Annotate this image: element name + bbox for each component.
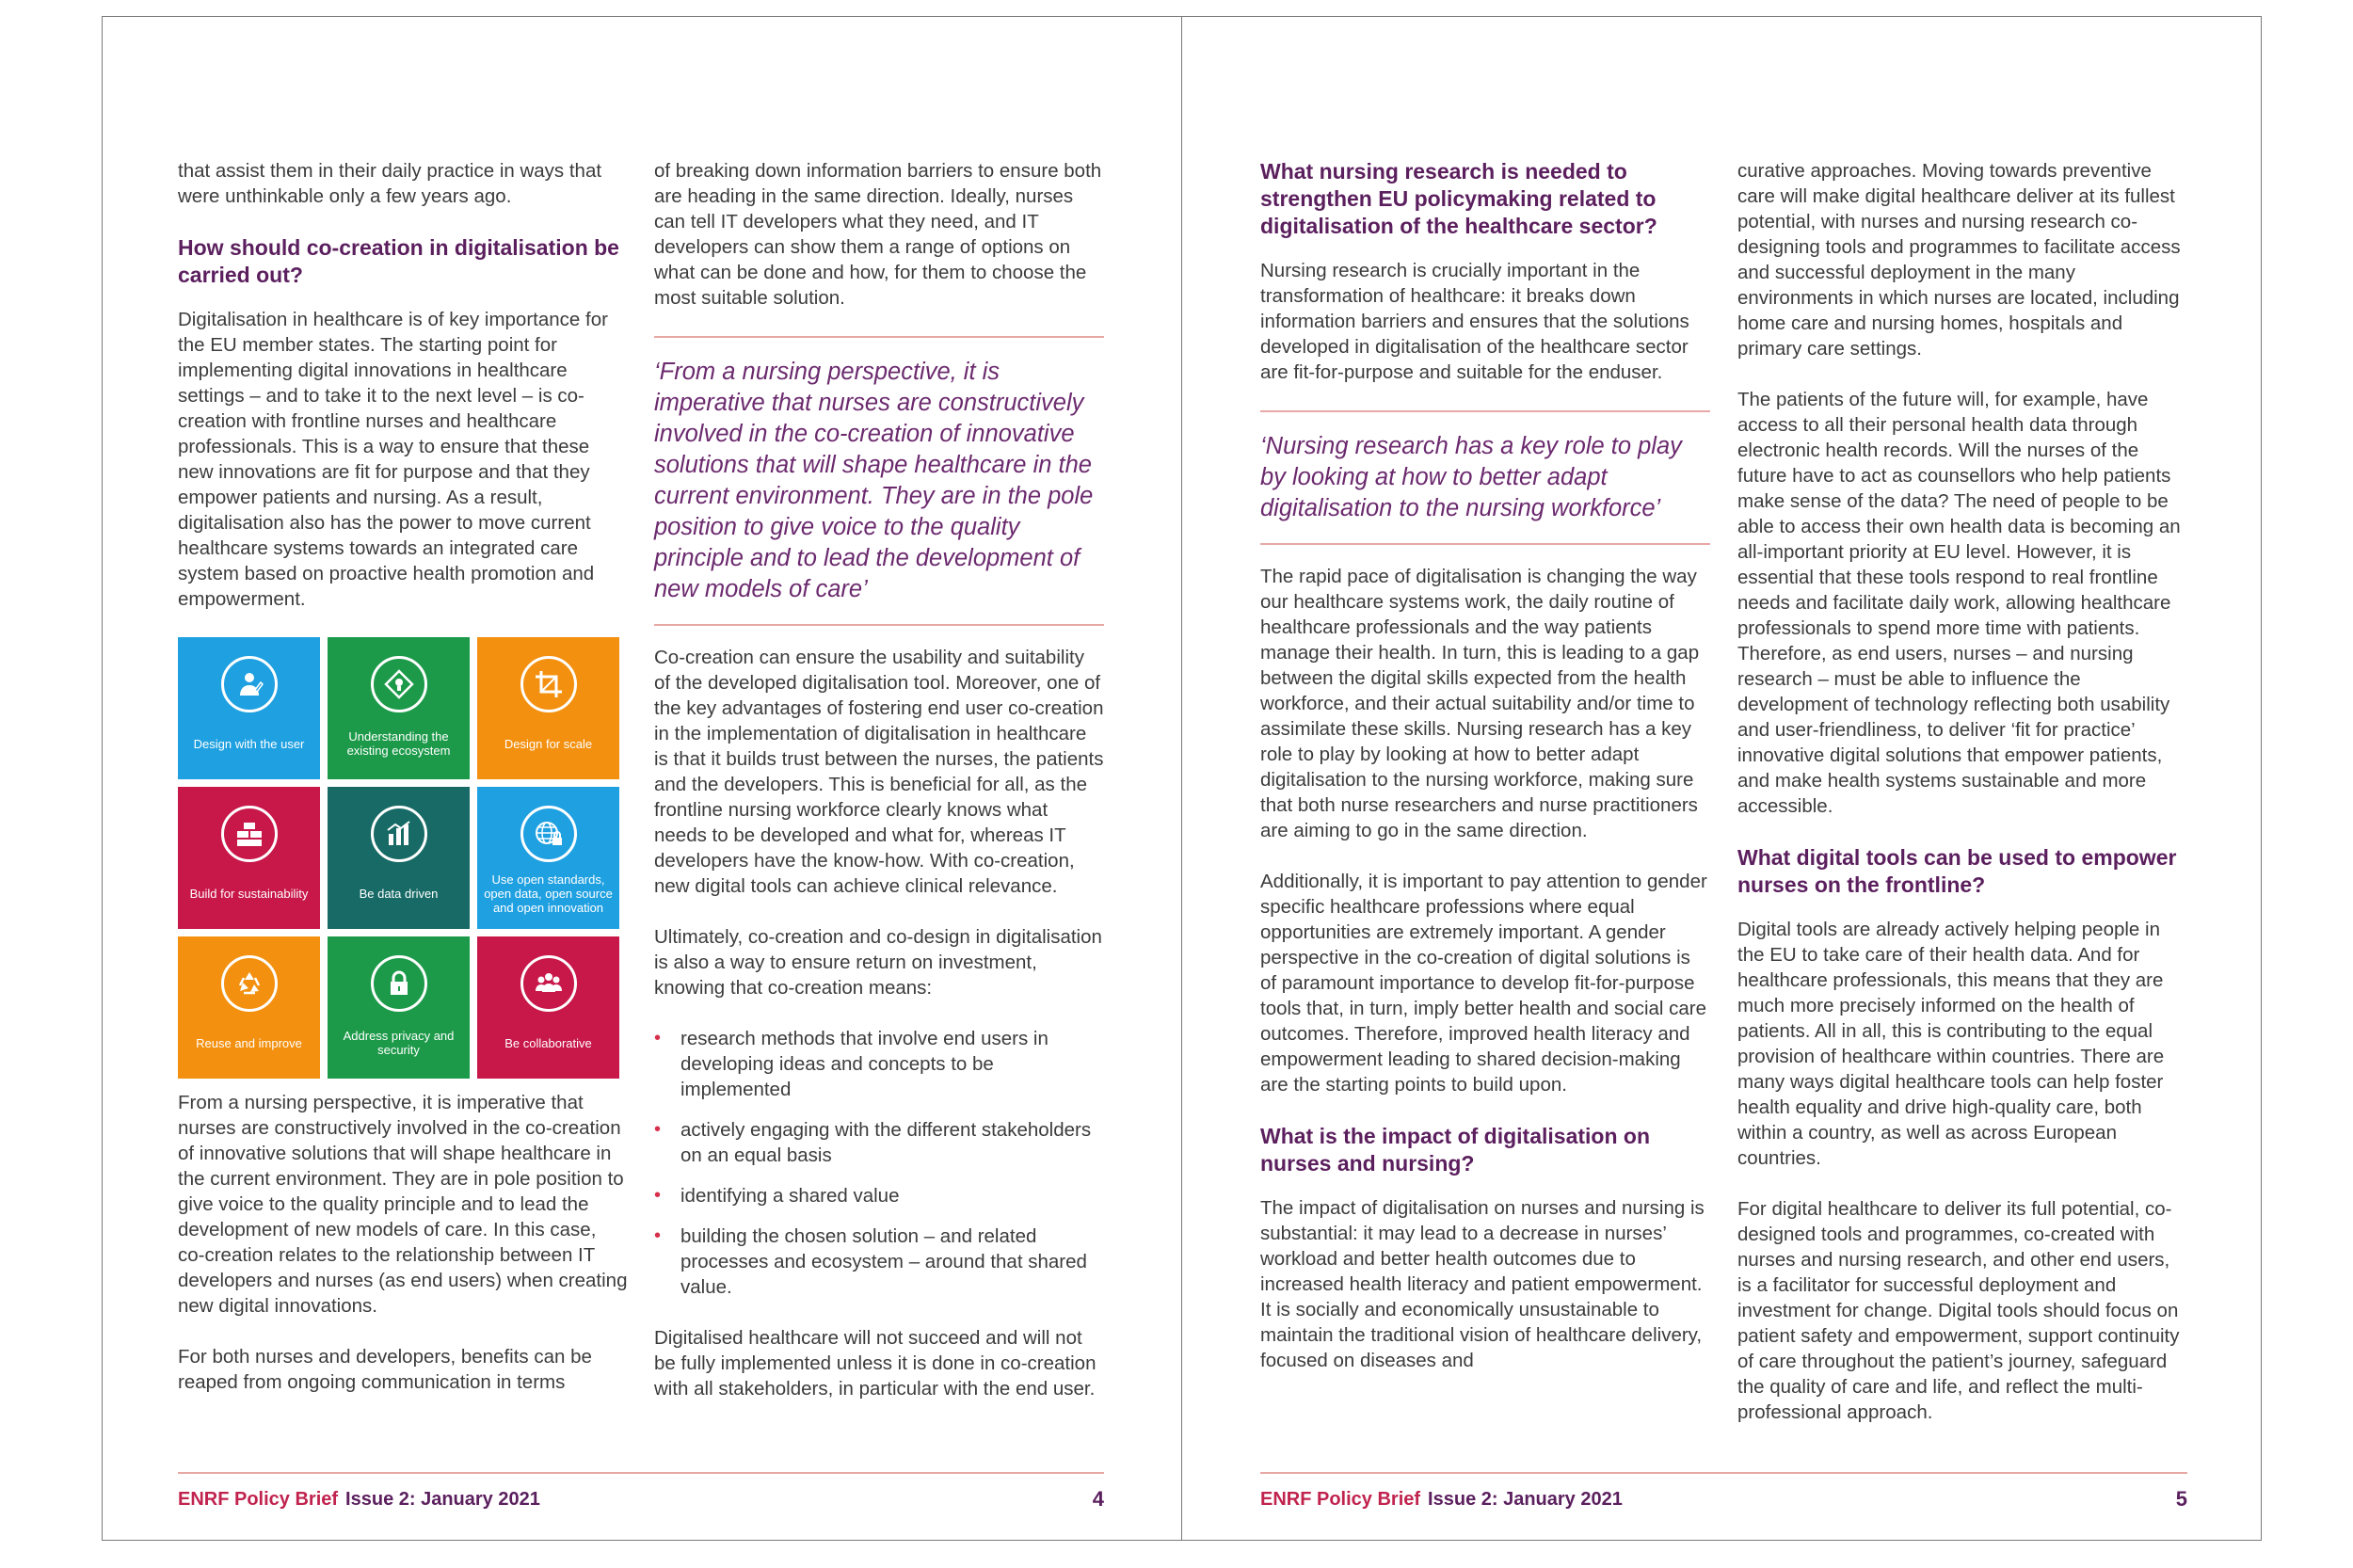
footer-brand: ENRF Policy Brief bbox=[1260, 1489, 1421, 1510]
pull-quote: ‘Nursing research has a key role to play by looking at how to better adapt digitalisation to the nursing workforce’ bbox=[1260, 433, 1682, 521]
tile-collaborative bbox=[477, 936, 619, 1079]
page-number: 5 bbox=[2175, 1487, 2187, 1511]
footer bbox=[1260, 1485, 1623, 1513]
tile-design-for-scale bbox=[477, 637, 619, 779]
paragraph: Digital tools are already actively helping people in the EU to take care of their health data. And for healthcare professionals, this means that they are much more precisely informed on the health of patients. All in all, this is contributing to the equal provision of healthcare within countries. There are many ways digital healthcare tools can help foster health equality and drive high-quality care, both within a country, as well as across European countries. bbox=[1737, 919, 2165, 1169]
list-item bbox=[654, 1224, 1104, 1300]
tile-label: Design with the user bbox=[193, 736, 305, 751]
paragraph: The patients of the future will, for example, have access to all their personal health data through electronic health records. Will the nurses of the future have to act as counsellors who help patients make sense of the data? The need of people to be able to access their own health data is becoming an all-important priority at EU level. However, it is essential that these tools respond to real frontline needs and facilitate daily work, allowing healthcare professionals to spend more time with patients. Therefore, as end users, nurses – and nursing research – must be able to influence the development of technology reflecting both usability and user-friendliness, to deliver ‘fit for practice’ innovative digital solutions that empower patients, and make health systems sustainable and more accessible. bbox=[1737, 389, 2181, 817]
paragraph: The rapid pace of digitalisation is changing the way our healthcare systems work, the daily routine of healthcare professionals and the way patients manage their health. In turn, this is leading to a gap between the digital skills expected from the health workforce, and their actual suitability and/or time to assimilate these skills. Nursing research has a key role to play by looking at how to better adapt digitalisation to the nursing workforce, making sure that both nurse researchers and nurse practitioners are aiming to go in the same direction. bbox=[1260, 566, 1700, 841]
paragraph: Additionally, it is important to pay attention to gender specific healthcare professions where equal opportunities are extremely important. A gender perspective in the co-creation of digital solutions is of paramount importance to develop fit-for-purpose tools that, in turn, imply better health and social care outcomes. Therefore, improved health literacy and empowerment leading to shared decision-making are the starting points to build upon. bbox=[1260, 871, 1707, 1096]
list-item bbox=[654, 1117, 1104, 1168]
tile-label: Design for scale bbox=[504, 736, 593, 751]
tile-data-driven bbox=[328, 787, 470, 929]
bullet-icon: • bbox=[654, 1119, 662, 1140]
paragraph: For digital healthcare to deliver its full potential, co-designed tools and programmes, co-created with nurses and nursing research, and other end users, is a facilitator for successful deployment and investment for change. Digital tools should focus on patient safety and empowerment, support continuity of care throughout the patient’s journey, safeguard the quality of care and life, and reflect the multi-professional approach. bbox=[1737, 1198, 2180, 1423]
quote-rule-bottom bbox=[654, 624, 1104, 626]
footer-rule bbox=[1260, 1472, 2187, 1474]
paragraph: The impact of digitalisation on nurses and nursing is substantial: it may lead to a decrease in nurses’ workload and better health outcomes due to increased health literacy and patient empowerment. It is socially and economically unsustainable to maintain the traditional vision of healthcare delivery, focused on diseases and bbox=[1260, 1197, 1705, 1371]
paragraph: Co-creation can ensure the usability and suitability of the developed digitalisation tool. Moreover, one of the key advantages of fostering end user co-creation in the implementation of digitalisation in healthcare is that it builds trust between the nurses, the patients and the developers. This is beneficial for all, as the frontline nursing workforce clearly knows what needs to be developed and what for, whereas IT developers have the know-how. With co-creation, new digital tools can achieve clinical relevance. bbox=[654, 647, 1104, 897]
paragraph: Digitalised healthcare will not succeed and will not be fully implemented unless it is done in co-creation with all stakeholders, in particular with the end user. bbox=[654, 1327, 1096, 1400]
bullet-icon: • bbox=[654, 1028, 662, 1048]
paragraph: of breaking down information barriers to ensure both are heading in the same direction. Ideally, nurses can tell IT developers what they need, and IT developers can show them a range of options on what can be done and how, for them to choose the most suitable solution. bbox=[654, 160, 1102, 309]
tile-label: Reuse and improve bbox=[196, 1035, 302, 1050]
bullet-list bbox=[654, 1026, 1104, 1300]
padlock-icon bbox=[371, 955, 427, 1012]
tile-design-with-user bbox=[178, 637, 320, 779]
section-heading: What is the impact of digitalisation on nurses and nursing? bbox=[1260, 1124, 1651, 1176]
list-item-text: identifying a shared value bbox=[680, 1185, 900, 1207]
globe-lock-icon bbox=[520, 806, 577, 862]
list-item-text: research methods that involve end users in developing ideas and concepts to be implemented bbox=[680, 1028, 1048, 1100]
quote-rule-bottom bbox=[1260, 543, 1710, 545]
paragraph: From a nursing perspective, it is imperative that nurses are constructively involved in the co-creation of innovative solutions that will shape healthcare in the current environment. They are in pole position to give voice to the quality principle and to lead the development of new models of care. In this case, co-creation relates to the relationship between IT developers and nurses (as end users) when creating new digital innovations. bbox=[178, 1092, 628, 1317]
left-column-2 bbox=[654, 158, 1104, 1427]
user-pen-icon bbox=[221, 656, 278, 712]
bricks-icon bbox=[221, 806, 278, 862]
paragraph: For both nurses and developers, benefits can be reaped from ongoing communication in terms bbox=[178, 1346, 592, 1393]
right-column-2 bbox=[1737, 158, 2187, 1450]
list-item-text: actively engaging with the different stakeholders on an equal basis bbox=[680, 1119, 1092, 1166]
tile-label: Address privacy and security bbox=[343, 1029, 455, 1057]
bullet-icon: • bbox=[654, 1225, 662, 1246]
list-item bbox=[654, 1183, 1104, 1208]
footer-issue: Issue 2: January 2021 bbox=[345, 1489, 540, 1510]
footer bbox=[178, 1485, 540, 1513]
tile-privacy-security bbox=[328, 936, 470, 1079]
paragraph: Nursing research is crucially important in the transformation of healthcare: it breaks down information barriers and ensures that the solutions developed in digitalisation of the healthcare sector are fit-for-purpose and suitable for the enduser. bbox=[1260, 260, 1689, 383]
section-heading: What nursing research is needed to strengthen EU policymaking related to digitalisation of the healthcare sector? bbox=[1260, 159, 1657, 238]
page-number: 4 bbox=[1092, 1487, 1104, 1511]
tile-label: Build for sustainability bbox=[189, 886, 309, 901]
recycle-icon bbox=[221, 955, 278, 1012]
quote-rule-top bbox=[654, 336, 1104, 338]
footer-brand: ENRF Policy Brief bbox=[178, 1489, 339, 1510]
tile-understanding-ecosystem bbox=[328, 637, 470, 779]
quote-rule-top bbox=[1260, 410, 1710, 412]
pull-quote: ‘From a nursing perspective, it is imperative that nurses are constructively involved in the co-creation of innovative solutions that will shape healthcare in the current environment. They are in the pole position to give voice to the quality principle and to lead the development of new models of care’ bbox=[654, 359, 1094, 602]
page-4 bbox=[102, 16, 1182, 1541]
section-heading: What digital tools can be used to empower nurses on the frontline? bbox=[1737, 845, 2177, 897]
tile-reuse-improve bbox=[178, 936, 320, 1079]
tile-open-standards bbox=[477, 787, 619, 929]
tile-label: Be collaborative bbox=[504, 1035, 592, 1050]
tile-label: Be data driven bbox=[359, 886, 439, 901]
paragraph: that assist them in their daily practice in ways that were unthinkable only a few years ago. bbox=[178, 160, 602, 207]
paragraph: Ultimately, co-creation and co-design in digitalisation is also a way to ensure return on investment, knowing that co-creation means: bbox=[654, 926, 1102, 999]
group-icon bbox=[520, 955, 577, 1012]
tile-build-sustainability bbox=[178, 787, 320, 929]
left-column-1 bbox=[178, 158, 628, 1420]
paragraph: Digitalisation in healthcare is of key importance for the EU member states. The starting point for implementing digital innovations in healthcare settings – and to take it to the next level – is co-creation with frontline nurses and healthcare professionals. This is a way to ensure that these new innovations are fit for purpose and that they empower patients and nursing. As a result, digitalisation also has the power to move current healthcare systems towards an integrated care system based on proactive health promotion and empowerment. bbox=[178, 309, 608, 610]
section-heading: How should co-creation in digitalisation be carried out? bbox=[178, 235, 619, 287]
page-5 bbox=[1181, 16, 2262, 1541]
tile-label: Understanding the existing ecosystem bbox=[346, 729, 451, 758]
paragraph: curative approaches. Moving towards preventive care will make digital healthcare deliver at its fullest potential, with nurses and nursing research co-designing tools and programmes to facilitate access and successful deployment in the many environments in which nurses are located, including home care and nursing homes, hospitals and primary care settings. bbox=[1737, 160, 2181, 360]
tile-label: Use open standards, open data, open source and open innovation bbox=[484, 872, 613, 915]
right-column-1 bbox=[1260, 158, 1710, 1399]
footer-issue: Issue 2: January 2021 bbox=[1428, 1489, 1623, 1510]
list-item bbox=[654, 1026, 1104, 1102]
bar-chart-icon bbox=[371, 806, 427, 862]
footer-rule bbox=[178, 1472, 1104, 1474]
list-item-text: building the chosen solution – and related processes and ecosystem – around that shared value. bbox=[680, 1225, 1087, 1298]
principles-grid bbox=[178, 637, 619, 1079]
crop-scale-icon bbox=[520, 656, 577, 712]
bullet-icon: • bbox=[654, 1185, 662, 1206]
ecosystem-icon bbox=[371, 656, 427, 712]
